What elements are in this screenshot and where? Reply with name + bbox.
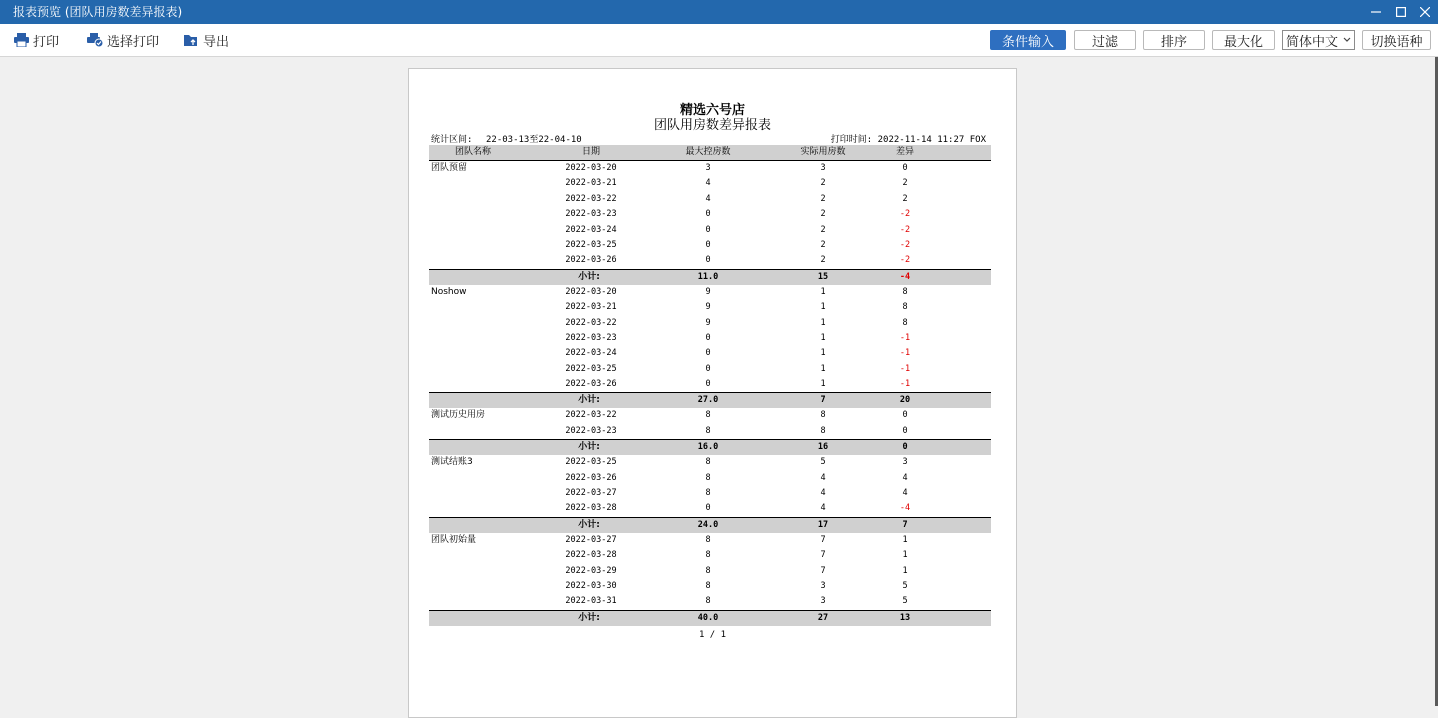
diff-cell: 1 [902, 550, 908, 561]
max-rooms-cell: 9 [705, 302, 711, 313]
print-time: 打印时间: 2022-11-14 11:27 FOX [830, 135, 986, 145]
table-row [429, 253, 991, 268]
diff-cell: 1 [902, 534, 908, 545]
diff-cell: 2 [902, 178, 908, 189]
max-rooms-cell: 4 [705, 193, 711, 204]
report-page [408, 68, 1017, 718]
export-button[interactable] [184, 31, 229, 49]
max-rooms-cell: 0 [705, 239, 711, 250]
max-rooms-cell: 4 [705, 178, 711, 189]
group-name: 团队初始量 [431, 534, 477, 545]
table-row [429, 377, 991, 392]
subtotal-label: 小计: [578, 395, 600, 406]
max-rooms-cell: 0 [705, 224, 711, 235]
max-rooms-cell: 0 [705, 348, 711, 359]
max-rooms-cell: 8 [705, 410, 711, 421]
diff-cell: 0 [902, 410, 908, 421]
date-cell: 2022-03-22 [565, 410, 617, 421]
date-cell: 2022-03-28 [565, 550, 617, 561]
actual-rooms-cell: 1 [820, 348, 826, 359]
header-date: 日期 [581, 147, 600, 157]
header-diff: 差异 [895, 147, 914, 157]
table-row [429, 331, 991, 346]
actual-rooms-cell: 5 [820, 457, 826, 468]
date-cell: 2022-03-24 [565, 348, 617, 359]
date-cell: 2022-03-26 [565, 379, 617, 390]
group-name: Noshow [431, 286, 467, 297]
table-row [429, 223, 991, 238]
table-row [429, 564, 991, 579]
subtotal-max: 11.0 [697, 271, 719, 282]
sort-button[interactable]: 排序 [1143, 30, 1205, 50]
diff-cell: -2 [899, 209, 911, 220]
actual-rooms-cell: 2 [820, 239, 826, 250]
diff-cell: -2 [899, 224, 911, 235]
max-rooms-cell: 0 [705, 363, 711, 374]
date-cell: 2022-03-24 [565, 224, 617, 235]
date-cell: 2022-03-22 [565, 193, 617, 204]
select-print-button[interactable] [87, 31, 159, 49]
date-cell: 2022-03-30 [565, 580, 617, 591]
diff-cell: -1 [899, 348, 911, 359]
max-rooms-cell: 8 [705, 472, 711, 483]
table-row [429, 161, 991, 176]
diff-cell: 8 [902, 286, 908, 297]
max-rooms-cell: 3 [705, 163, 711, 173]
actual-rooms-cell: 4 [820, 503, 826, 514]
diff-cell: 5 [902, 580, 908, 591]
subtotal-actual: 15 [817, 271, 829, 282]
date-cell: 2022-03-27 [565, 488, 617, 499]
diff-cell: 0 [902, 163, 908, 173]
subtotal-max: 27.0 [697, 395, 719, 406]
page-indicator: 1 / 1 [698, 630, 727, 640]
date-cell: 2022-03-20 [565, 286, 617, 297]
subtotal-actual: 7 [820, 395, 826, 406]
table-row [429, 300, 991, 315]
close-window-button[interactable] [1412, 0, 1438, 24]
max-rooms-cell: 0 [705, 332, 711, 343]
max-rooms-cell: 8 [705, 488, 711, 499]
date-cell: 2022-03-23 [565, 209, 617, 220]
subtotal-row [429, 517, 991, 533]
close-icon [1420, 7, 1430, 17]
language-select-value: 简体中文 [1286, 34, 1339, 50]
subtotal-row [429, 392, 991, 408]
actual-rooms-cell: 1 [820, 286, 826, 297]
export-icon [184, 33, 199, 47]
subtotal-label: 小计: [578, 519, 600, 530]
diff-cell: 2 [902, 193, 908, 204]
max-rooms-cell: 8 [705, 596, 711, 607]
max-rooms-cell: 8 [705, 534, 711, 545]
chevron-down-icon [1343, 36, 1351, 44]
date-cell: 2022-03-27 [565, 534, 617, 545]
header-max-rooms: 最大控房数 [685, 147, 731, 157]
actual-rooms-cell: 1 [820, 302, 826, 313]
max-rooms-cell: 9 [705, 286, 711, 297]
group-name: 测试结账3 [431, 457, 473, 468]
max-rooms-cell: 9 [705, 317, 711, 328]
report-title: 团队用房数差异报表 [653, 118, 771, 133]
table-row [429, 501, 991, 516]
minimize-button[interactable] [1363, 0, 1389, 24]
actual-rooms-cell: 1 [820, 363, 826, 374]
maximize-window-button[interactable] [1388, 0, 1414, 24]
max-rooms-cell: 0 [705, 209, 711, 220]
period-value: 22-03-13至22-04-10 [486, 135, 582, 145]
diff-cell: -1 [899, 379, 911, 390]
actual-rooms-cell: 3 [820, 596, 826, 607]
table-row [429, 362, 991, 377]
report-table [429, 145, 991, 626]
date-cell: 2022-03-22 [565, 317, 617, 328]
subtotal-label: 小计: [578, 612, 600, 623]
table-row [429, 176, 991, 191]
date-cell: 2022-03-29 [565, 565, 617, 576]
select-print-label: 选择打印 [107, 34, 160, 50]
title-bar [0, 0, 1438, 24]
subtotal-max: 40.0 [697, 612, 719, 623]
subtotal-label: 小计: [578, 271, 600, 282]
diff-cell: -4 [899, 503, 911, 514]
header-group: 团队名称 [455, 147, 492, 157]
actual-rooms-cell: 2 [820, 255, 826, 266]
date-cell: 2022-03-26 [565, 472, 617, 483]
printer-icon [14, 33, 29, 47]
max-rooms-cell: 8 [705, 580, 711, 591]
diff-cell: 3 [902, 457, 908, 468]
max-rooms-cell: 0 [705, 379, 711, 390]
table-row [429, 285, 991, 300]
period-label: 统计区间: [431, 135, 473, 145]
diff-cell: 8 [902, 302, 908, 313]
max-rooms-cell: 0 [705, 503, 711, 514]
minimize-icon [1371, 7, 1381, 17]
max-rooms-cell: 8 [705, 565, 711, 576]
table-row [429, 548, 991, 563]
subtotal-diff: -4 [899, 271, 911, 282]
subtotal-max: 24.0 [697, 519, 719, 530]
table-row [429, 424, 991, 439]
max-rooms-cell: 8 [705, 425, 711, 436]
condition-input-button[interactable]: 条件输入 [990, 30, 1066, 50]
select-printer-icon [87, 33, 103, 47]
actual-rooms-cell: 1 [820, 332, 826, 343]
actual-rooms-cell: 2 [820, 224, 826, 235]
table-header [429, 145, 991, 161]
actual-rooms-cell: 4 [820, 472, 826, 483]
actual-rooms-cell: 7 [820, 550, 826, 561]
date-cell: 2022-03-28 [565, 503, 617, 514]
diff-cell: 0 [902, 425, 908, 436]
table-row [429, 471, 991, 486]
actual-rooms-cell: 7 [820, 534, 826, 545]
subtotal-diff: 0 [902, 442, 908, 453]
print-button[interactable] [14, 31, 59, 49]
diff-cell: -1 [899, 332, 911, 343]
filter-button[interactable]: 过滤 [1074, 30, 1136, 50]
language-select[interactable] [1282, 30, 1355, 50]
max-rooms-cell: 8 [705, 457, 711, 468]
actual-rooms-cell: 1 [820, 379, 826, 390]
subtotal-actual: 27 [817, 612, 829, 623]
export-label: 导出 [203, 34, 230, 50]
table-row [429, 238, 991, 253]
date-cell: 2022-03-20 [565, 163, 617, 173]
diff-cell: -1 [899, 363, 911, 374]
date-cell: 2022-03-26 [565, 255, 617, 266]
table-row [429, 316, 991, 331]
subtotal-label: 小计: [578, 442, 600, 453]
toolbar [0, 24, 1438, 57]
group-name: 团队预留 [431, 163, 468, 173]
maximize-icon [1396, 7, 1406, 17]
table-row [429, 594, 991, 609]
date-cell: 2022-03-25 [565, 239, 617, 250]
actual-rooms-cell: 1 [820, 317, 826, 328]
table-row [429, 486, 991, 501]
diff-cell: -2 [899, 239, 911, 250]
table-row [429, 533, 991, 548]
diff-cell: -2 [899, 255, 911, 266]
print-label: 打印 [33, 34, 60, 50]
actual-rooms-cell: 3 [820, 580, 826, 591]
group-name: 测试历史用房 [431, 410, 486, 421]
subtotal-row [429, 269, 991, 285]
table-row [429, 579, 991, 594]
table-row [429, 408, 991, 423]
date-cell: 2022-03-23 [565, 332, 617, 343]
diff-cell: 1 [902, 565, 908, 576]
table-row [429, 455, 991, 470]
switch-language-button[interactable]: 切换语种 [1362, 30, 1431, 50]
max-rooms-cell: 0 [705, 255, 711, 266]
subtotal-diff: 13 [899, 612, 911, 623]
date-cell: 2022-03-21 [565, 178, 617, 189]
max-rooms-cell: 8 [705, 550, 711, 561]
table-row [429, 207, 991, 222]
table-row [429, 192, 991, 207]
date-cell: 2022-03-31 [565, 596, 617, 607]
actual-rooms-cell: 3 [820, 163, 826, 173]
date-cell: 2022-03-21 [565, 302, 617, 313]
actual-rooms-cell: 8 [820, 410, 826, 421]
maximize-button[interactable]: 最大化 [1212, 30, 1275, 50]
window-title: 报表预览 (团队用房数差异报表) [13, 5, 183, 19]
subtotal-diff: 7 [902, 519, 908, 530]
subtotal-actual: 16 [817, 442, 829, 453]
store-name: 精选六号店 [679, 103, 745, 118]
actual-rooms-cell: 7 [820, 565, 826, 576]
diff-cell: 8 [902, 317, 908, 328]
diff-cell: 5 [902, 596, 908, 607]
diff-cell: 4 [902, 472, 908, 483]
subtotal-row [429, 439, 991, 455]
header-actual-rooms: 实际用房数 [800, 147, 846, 157]
subtotal-diff: 20 [899, 395, 911, 406]
actual-rooms-cell: 2 [820, 178, 826, 189]
date-cell: 2022-03-25 [565, 457, 617, 468]
actual-rooms-cell: 4 [820, 488, 826, 499]
actual-rooms-cell: 2 [820, 193, 826, 204]
actual-rooms-cell: 2 [820, 209, 826, 220]
date-cell: 2022-03-25 [565, 363, 617, 374]
subtotal-actual: 17 [817, 519, 829, 530]
table-row [429, 346, 991, 361]
subtotal-row [429, 610, 991, 626]
actual-rooms-cell: 8 [820, 425, 826, 436]
diff-cell: 4 [902, 488, 908, 499]
subtotal-max: 16.0 [697, 442, 719, 453]
date-cell: 2022-03-23 [565, 425, 617, 436]
